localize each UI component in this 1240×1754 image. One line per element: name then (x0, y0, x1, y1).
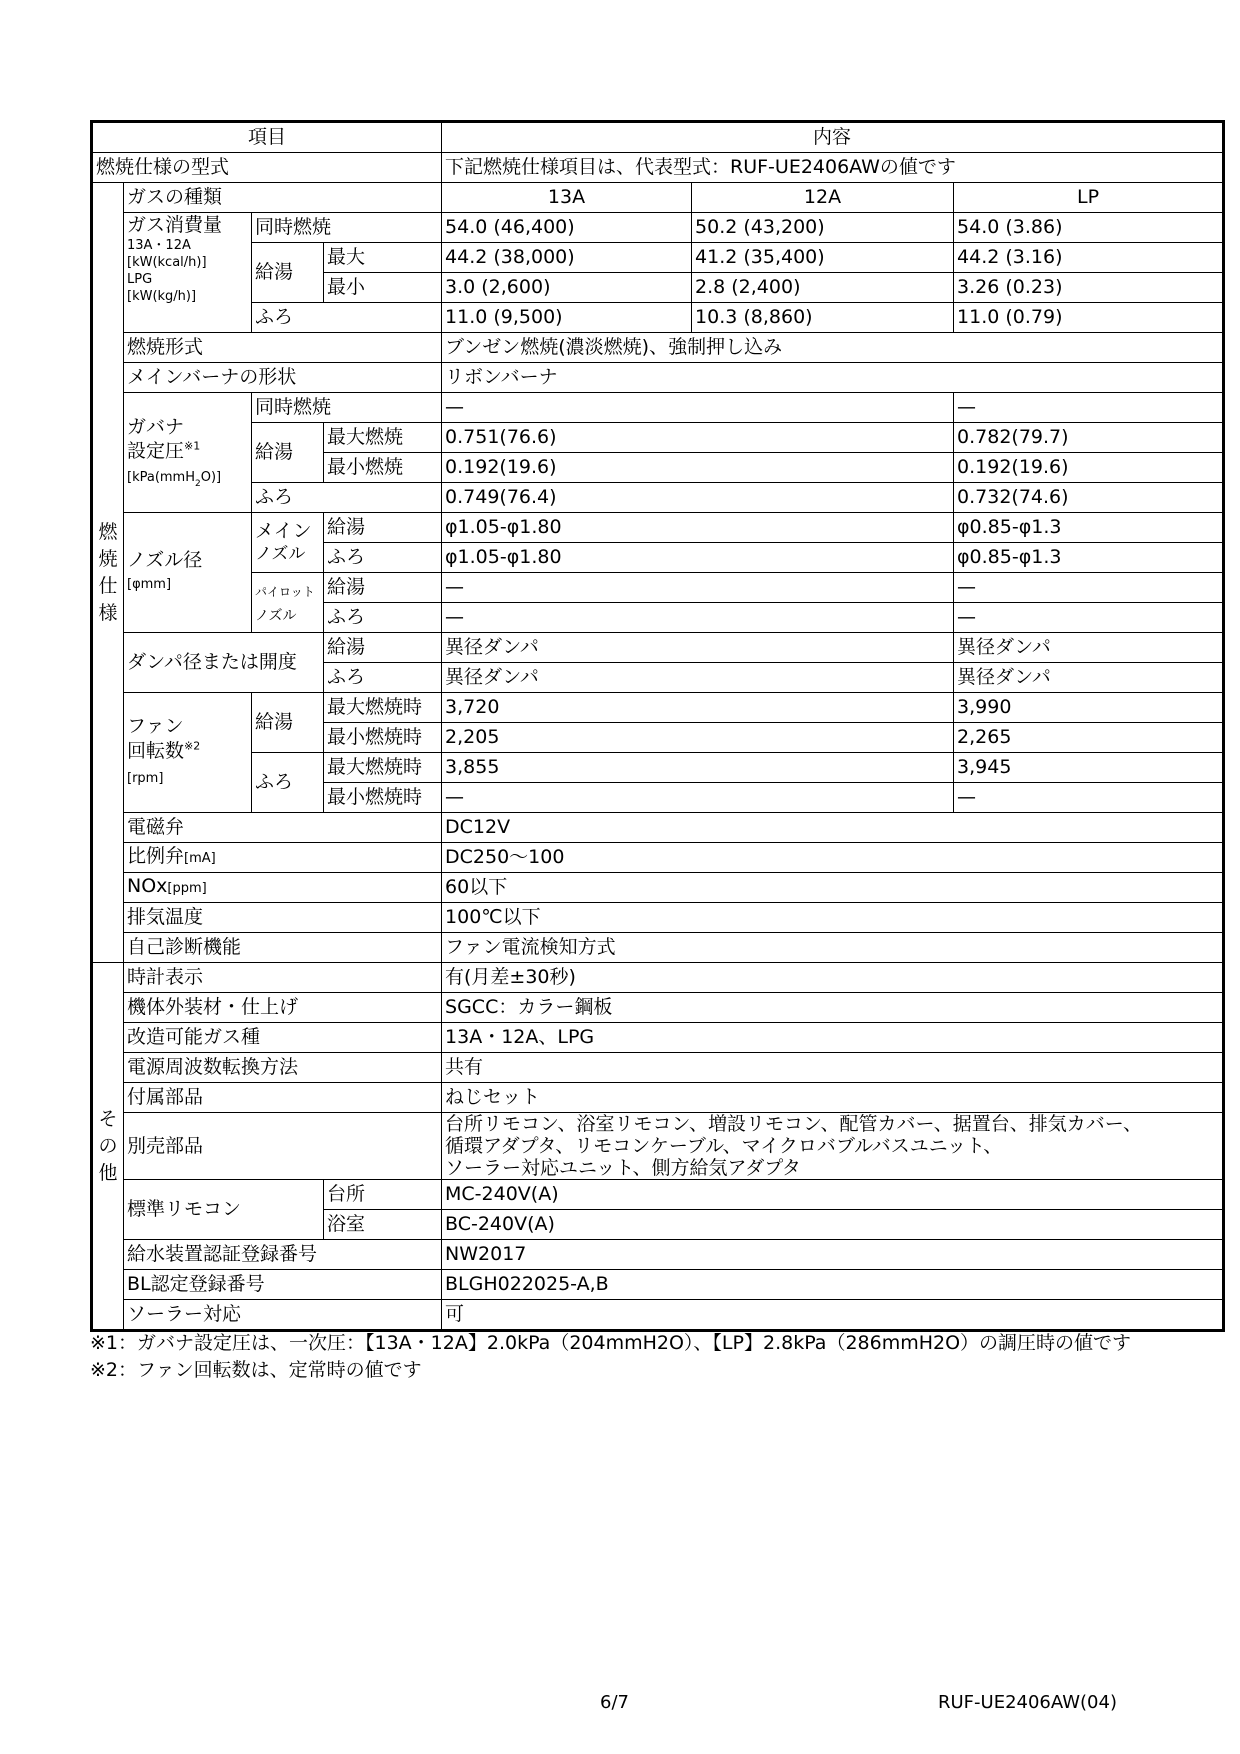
consumption-max-label: 最大 (324, 243, 442, 273)
fan-hot-max-city: 3,720 (442, 693, 954, 723)
fan-bath-max-label: 最大燃焼時 (324, 753, 442, 783)
fan-unit: [rpm] (127, 771, 164, 786)
exhaust-value: 100℃以下 (442, 903, 1224, 933)
governor-max-lp: 0.782(79.7) (954, 423, 1224, 453)
gas-type-13a: 13A (442, 183, 692, 213)
consumption-min-label: 最小 (324, 273, 442, 303)
consumption-simul-row (92, 213, 1224, 243)
consumption-simul-12a: 50.2 (43,200) (692, 213, 954, 243)
governor-min-lp: 0.192(19.6) (954, 453, 1224, 483)
optional-label: 別売部品 (124, 1113, 442, 1180)
diagnosis-label: 自己診断機能 (124, 933, 442, 963)
nozzle-main-hot-lp: φ0.85-φ1.3 (954, 513, 1224, 543)
proportional-label: 比例弁 (127, 845, 185, 867)
nozzle-label-cell (124, 513, 252, 633)
fan-label-cell (124, 693, 252, 813)
governor-note: ※1 (184, 439, 201, 453)
gas-type-label: ガスの種類 (124, 183, 442, 213)
governor-unit-b: O)] (200, 470, 222, 485)
consumption-unit-3: LPG (127, 272, 153, 287)
consumption-unit-2: [kW(kcal/h)] (127, 255, 207, 270)
solenoid-value: DC12V (442, 813, 1224, 843)
model-value: 下記燃焼仕様項目は、代表型式：RUF-UE2406AWの値です (442, 153, 1224, 183)
nozzle-main-2: ノズル (255, 544, 306, 564)
governor-min-city: 0.192(19.6) (442, 453, 954, 483)
remote-bathroom-label: 浴室 (324, 1210, 442, 1240)
frequency-value: 共有 (442, 1053, 1224, 1083)
damper-bath-lp: 異径ダンパ (954, 663, 1224, 693)
consumption-bath-row (92, 303, 1224, 333)
fan-label-2: 回転数 (127, 740, 185, 762)
section-combustion-label (92, 183, 124, 963)
governor-max-city: 0.751(76.6) (442, 423, 954, 453)
clock-row (92, 963, 1224, 993)
damper-bath-city: 異径ダンパ (442, 663, 954, 693)
footnotes (90, 1330, 1131, 1384)
governor-label-2: 設定圧 (127, 440, 185, 462)
nozzle-pilot-bath-lp: — (954, 603, 1224, 633)
water-cert-value: NW2017 (442, 1240, 1224, 1270)
footnote-2: ※2：ファン回転数は、定常時の値です (90, 1359, 422, 1381)
solar-row (92, 1300, 1224, 1331)
frequency-row (92, 1053, 1224, 1083)
nox-value: 60以下 (442, 873, 1224, 903)
nozzle-main-1: メイン (255, 520, 312, 542)
gas-type-row (92, 183, 1224, 213)
combustion-type-label: 燃焼形式 (124, 333, 442, 363)
exterior-row (92, 993, 1224, 1023)
nozzle-main-bath-city: φ1.05-φ1.80 (442, 543, 954, 573)
governor-unit-sub: 2 (195, 478, 201, 489)
remote-bathroom-value: BC-240V(A) (442, 1210, 1224, 1240)
bl-cert-row (92, 1270, 1224, 1300)
burner-shape-value: リボンバーナ (442, 363, 1224, 393)
consumption-hot-label: 給湯 (252, 243, 324, 303)
fan-hot-max-lp: 3,990 (954, 693, 1224, 723)
consumption-label: ガス消費量 (127, 214, 223, 236)
remote-kitchen-row (92, 1180, 1224, 1210)
convertible-value: 13A・12A、LPG (442, 1023, 1224, 1053)
nozzle-main-hot-label: 給湯 (324, 513, 442, 543)
nozzle-pilot-hot-row (92, 573, 1224, 603)
consumption-simul-13a: 54.0 (46,400) (442, 213, 692, 243)
consumption-bath-13a: 11.0 (9,500) (442, 303, 692, 333)
remote-label: 標準リモコン (124, 1180, 324, 1240)
frequency-label: 電源周波数転換方法 (124, 1053, 442, 1083)
consumption-bath-label: ふろ (252, 303, 442, 333)
fan-hot-min-label: 最小燃焼時 (324, 723, 442, 753)
section-other-label (92, 963, 124, 1331)
governor-bath-label: ふろ (252, 483, 442, 513)
consumption-bath-12a: 10.3 (8,860) (692, 303, 954, 333)
footnote-1: ※1：ガバナ設定圧は、一次圧：【13A・12A】2.0kPa（204mmH2O）、【LP】2.8kPa（286mmH2O）の調圧時の値です (90, 1332, 1132, 1354)
consumption-bath-lp: 11.0 (0.79) (954, 303, 1224, 333)
fan-label-1: ファン (127, 715, 184, 737)
consumption-max-12a: 41.2 (35,400) (692, 243, 954, 273)
solar-label: ソーラー対応 (124, 1300, 442, 1331)
water-cert-row (92, 1240, 1224, 1270)
section-other-text: そ の 他 (98, 1107, 118, 1184)
exterior-value: SGCC：カラー鋼板 (442, 993, 1224, 1023)
consumption-simul-lp: 54.0 (3.86) (954, 213, 1224, 243)
nozzle-pilot-hot-label: 給湯 (324, 573, 442, 603)
fan-bath-min-label: 最小燃焼時 (324, 783, 442, 813)
consumption-max-row (92, 243, 1224, 273)
governor-max-label: 最大燃焼 (324, 423, 442, 453)
fan-bath-min-lp: — (954, 783, 1224, 813)
governor-simul-row (92, 393, 1224, 423)
damper-hot-city: 異径ダンパ (442, 633, 954, 663)
consumption-max-13a: 44.2 (38,000) (442, 243, 692, 273)
fan-bath-min-city: — (442, 783, 954, 813)
fan-hot-max-row (92, 693, 1224, 723)
consumption-simul-label: 同時燃焼 (252, 213, 442, 243)
governor-simul-city: — (442, 393, 954, 423)
solenoid-row (92, 813, 1224, 843)
optional-row (92, 1113, 1224, 1180)
nozzle-unit: [φmm] (127, 577, 172, 592)
diagnosis-value: ファン電流検知方式 (442, 933, 1224, 963)
nozzle-main-bath-lp: φ0.85-φ1.3 (954, 543, 1224, 573)
consumption-min-12a: 2.8 (2,400) (692, 273, 954, 303)
damper-hot-label: 給湯 (324, 633, 442, 663)
solenoid-label: 電磁弁 (124, 813, 442, 843)
convertible-row (92, 1023, 1224, 1053)
proportional-row (92, 843, 1224, 873)
accessories-label: 付属部品 (124, 1083, 442, 1113)
proportional-unit: [mA] (184, 851, 216, 866)
nozzle-pilot-bath-city: — (442, 603, 954, 633)
fan-bath-max-lp: 3,945 (954, 753, 1224, 783)
governor-label-1: ガバナ (127, 416, 185, 438)
water-cert-label: 給水装置認証登録番号 (124, 1240, 442, 1270)
optional-line-1: 台所リモコン、浴室リモコン、増設リモコン、配管カバー、据置台、排気カバー、 (445, 1113, 1142, 1135)
damper-hot-lp: 異径ダンパ (954, 633, 1224, 663)
nozzle-pilot-2: ノズル (255, 607, 297, 624)
governor-min-label: 最小燃焼 (324, 453, 442, 483)
fan-hot-label: 給湯 (252, 693, 324, 753)
optional-value-cell (442, 1113, 1224, 1180)
burner-shape-row (92, 363, 1224, 393)
nozzle-main-hot-city: φ1.05-φ1.80 (442, 513, 954, 543)
governor-bath-lp: 0.732(74.6) (954, 483, 1224, 513)
governor-label-cell (124, 393, 252, 513)
spec-table (90, 120, 1225, 1332)
accessories-row (92, 1083, 1224, 1113)
nozzle-label: ノズル径 (127, 549, 203, 571)
consumption-label-cell (124, 213, 252, 333)
governor-bath-row (92, 483, 1224, 513)
exhaust-label: 排気温度 (124, 903, 442, 933)
nox-label: NOx (127, 875, 168, 897)
proportional-value: DC250～100 (442, 843, 1224, 873)
header-item: 項目 (92, 122, 442, 153)
nozzle-pilot-1: パイロット (255, 584, 315, 599)
exterior-label: 機体外装材・仕上げ (124, 993, 442, 1023)
consumption-max-lp: 44.2 (3.16) (954, 243, 1224, 273)
optional-line-2: 循環アダプタ、リモコンケーブル、マイクロバブルバスユニット、 (445, 1135, 1003, 1157)
fan-bath-max-row (92, 753, 1224, 783)
convertible-label: 改造可能ガス種 (124, 1023, 442, 1053)
consumption-unit-4: [kW(kg/h)] (127, 289, 197, 304)
consumption-unit-1: 13A・12A (127, 238, 191, 253)
accessories-value: ねじセット (442, 1083, 1224, 1113)
nozzle-pilot-hot-city: — (442, 573, 954, 603)
model-label: 燃焼仕様の型式 (92, 153, 442, 183)
bl-cert-label: BL認定登録番号 (124, 1270, 442, 1300)
governor-bath-city: 0.749(76.4) (442, 483, 954, 513)
governor-max-row (92, 423, 1224, 453)
consumption-min-lp: 3.26 (0.23) (954, 273, 1224, 303)
fan-bath-max-city: 3,855 (442, 753, 954, 783)
header-content: 内容 (442, 122, 1224, 153)
gas-type-12a: 12A (692, 183, 954, 213)
governor-hot-label: 給湯 (252, 423, 324, 483)
proportional-label-cell (124, 843, 442, 873)
governor-simul-label: 同時燃焼 (252, 393, 442, 423)
damper-hot-row (92, 633, 1224, 663)
nozzle-pilot-hot-lp: — (954, 573, 1224, 603)
document-code: RUF-UE2406AW(04) (938, 1692, 1117, 1713)
governor-simul-lp: — (954, 393, 1224, 423)
header-row (92, 122, 1224, 153)
nox-unit: [ppm] (167, 881, 207, 896)
section-combustion-text: 燃 焼 仕 様 (98, 520, 118, 624)
clock-label: 時計表示 (124, 963, 442, 993)
fan-hot-min-city: 2,205 (442, 723, 954, 753)
damper-bath-label: ふろ (324, 663, 442, 693)
optional-line-3: ソーラー対応ユニット、側方給気アダプタ (445, 1157, 801, 1179)
model-row (92, 153, 1224, 183)
solar-value: 可 (442, 1300, 1224, 1331)
combustion-type-value: ブンゼン燃焼(濃淡燃焼)、強制押し込み (442, 333, 1224, 363)
exhaust-row (92, 903, 1224, 933)
fan-hot-max-label: 最大燃焼時 (324, 693, 442, 723)
damper-label: ダンパ径または開度 (124, 633, 324, 693)
fan-bath-label: ふろ (252, 753, 324, 813)
diagnosis-row (92, 933, 1224, 963)
fan-hot-min-lp: 2,265 (954, 723, 1224, 753)
nozzle-main-bath-label: ふろ (324, 543, 442, 573)
burner-shape-label: メインバーナの形状 (124, 363, 442, 393)
nozzle-pilot-cell (252, 573, 324, 633)
consumption-min-13a: 3.0 (2,600) (442, 273, 692, 303)
remote-kitchen-value: MC-240V(A) (442, 1180, 1224, 1210)
fan-note: ※2 (184, 739, 201, 753)
gas-type-lp: LP (954, 183, 1224, 213)
remote-kitchen-label: 台所 (324, 1180, 442, 1210)
governor-unit-a: [kPa(mmH (127, 470, 195, 485)
nozzle-main-hot-row (92, 513, 1224, 543)
combustion-type-row (92, 333, 1224, 363)
bl-cert-value: BLGH022025-A,B (442, 1270, 1224, 1300)
nozzle-main-cell (252, 513, 324, 573)
page-number: 6/7 (600, 1692, 629, 1713)
nozzle-pilot-bath-label: ふろ (324, 603, 442, 633)
nox-label-cell (124, 873, 442, 903)
nox-row (92, 873, 1224, 903)
clock-value: 有(月差±30秒) (442, 963, 1224, 993)
